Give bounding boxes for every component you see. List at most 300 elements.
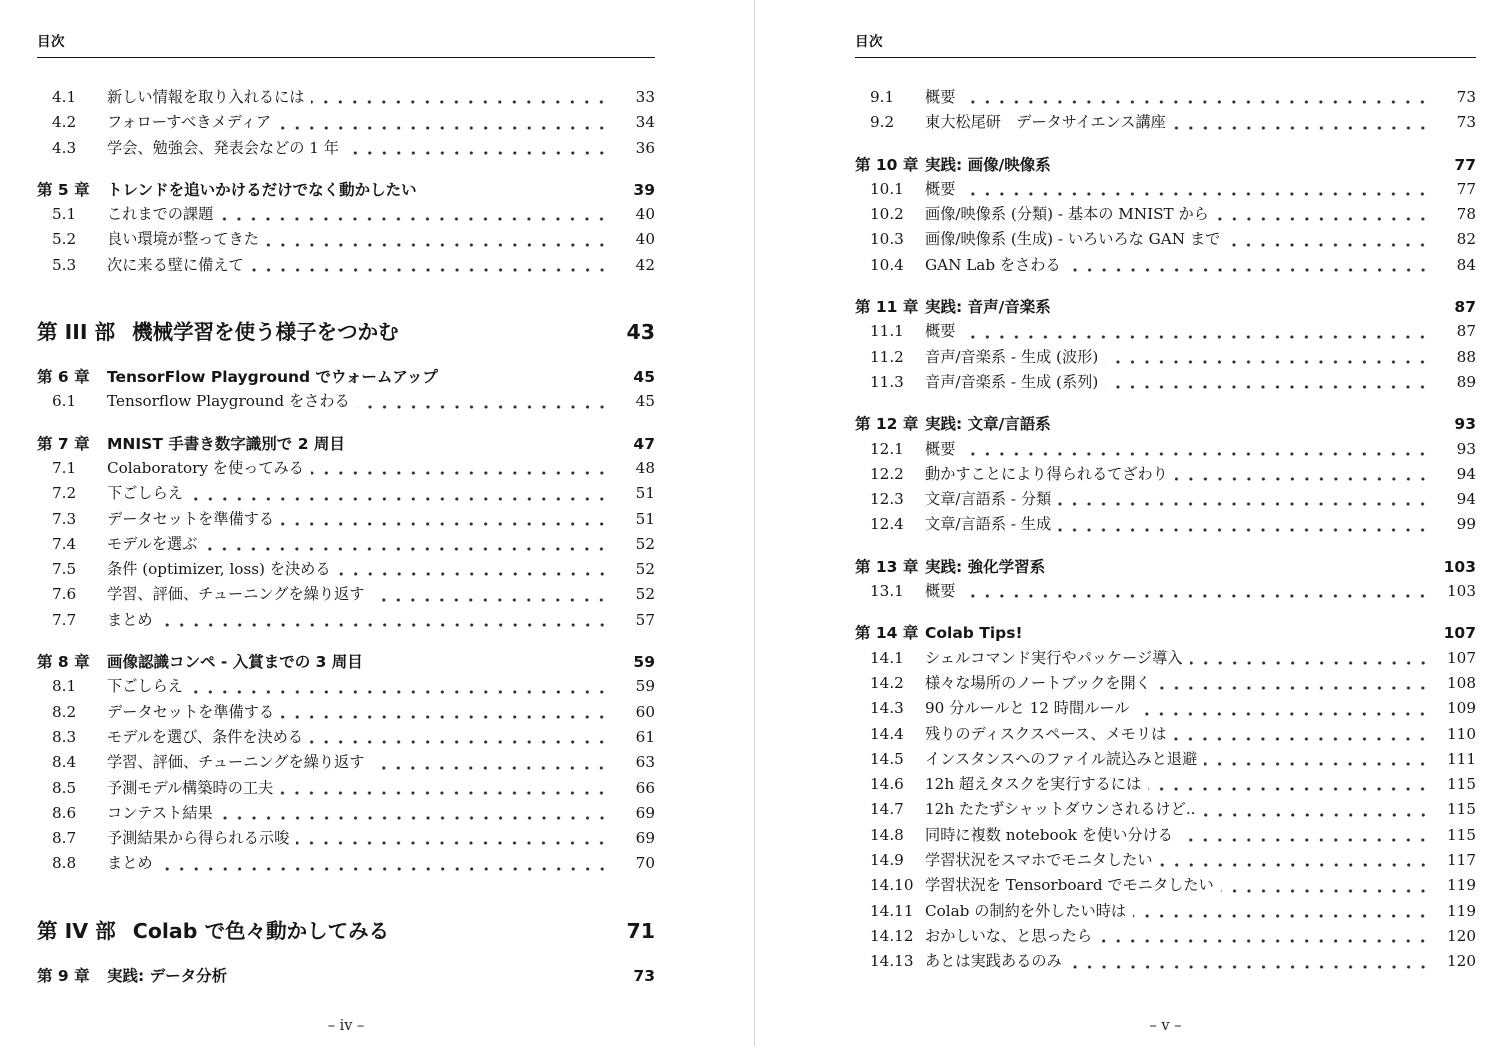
entry-page-number: 94 xyxy=(1456,464,1476,483)
entry-number: 第 14 章 xyxy=(855,624,919,643)
entry-title: 音声/音楽系 - 生成 (波形) xyxy=(925,347,1099,366)
leader-dots xyxy=(371,751,612,776)
leader-dots xyxy=(281,508,612,533)
entry-page-number: 120 xyxy=(1447,952,1476,971)
entry-title: Colab で色々動かしてみる xyxy=(132,918,390,943)
entry-title: 実践: 画像/映像系 xyxy=(925,155,1051,174)
entry-number: 第 10 章 xyxy=(855,155,919,174)
toc-entry xyxy=(855,346,1476,371)
toc-entry xyxy=(855,773,1476,798)
entry-number: 4.2 xyxy=(52,113,77,132)
entry-number: 8.1 xyxy=(52,677,77,696)
entry-page-number: 43 xyxy=(626,320,655,345)
entry-title: 概要 xyxy=(925,88,956,106)
leader-dots xyxy=(160,609,612,634)
entry-page-number: 103 xyxy=(1447,582,1476,601)
toc-entry xyxy=(855,371,1476,396)
toc-entry xyxy=(37,583,655,608)
entry-number: 14.10 xyxy=(870,876,914,895)
toc-entry xyxy=(855,647,1476,672)
entry-page-number: 94 xyxy=(1456,490,1476,509)
leader-dots xyxy=(962,320,1433,345)
entry-page-number: 52 xyxy=(635,560,655,579)
entry-number: 12.1 xyxy=(870,439,904,458)
entry-page-number: 39 xyxy=(633,180,655,199)
leader-dots xyxy=(962,178,1433,203)
toc-page-right xyxy=(755,0,1500,1046)
entry-title: あとは実践あるのみ xyxy=(925,952,1062,971)
entry-title: モデルを選び、条件を決める xyxy=(107,727,304,746)
entry-title: おかしいな、と思ったら xyxy=(925,926,1093,945)
entry-page-number: 73 xyxy=(633,966,655,985)
toc-entry xyxy=(855,925,1476,950)
entry-number: 8.5 xyxy=(52,778,77,797)
leader-dots xyxy=(220,203,612,228)
entry-number: 10.1 xyxy=(870,179,904,198)
entry-number: 10.2 xyxy=(870,205,904,224)
entry-number: 7.6 xyxy=(52,585,77,604)
toc-entry xyxy=(37,533,655,558)
toc-entries-left xyxy=(37,86,655,989)
leader-dots xyxy=(406,315,612,349)
entry-title: 概要 xyxy=(925,439,956,458)
entry-title: まとめ xyxy=(107,610,153,629)
page-header-title: 目次 xyxy=(855,34,883,50)
toc-entries-right xyxy=(855,86,1476,976)
toc-entry xyxy=(37,914,655,948)
toc-entry xyxy=(855,950,1476,975)
entry-title: 概要 xyxy=(925,322,956,341)
entry-page-number: 63 xyxy=(635,753,655,772)
entry-title: 画像/映像系 (生成) - いろいろな GAN まで xyxy=(925,230,1221,249)
entry-page-number: 60 xyxy=(635,702,655,721)
entry-page-number: 51 xyxy=(635,484,655,503)
leader-dots xyxy=(1058,513,1433,538)
entry-title: 学習状況を Tensorboard でモニタしたい xyxy=(925,876,1214,895)
toc-entry xyxy=(37,457,655,482)
leader-dots xyxy=(1175,463,1433,488)
entry-title: モデルを選ぶ xyxy=(107,534,198,553)
entry-page-number: 93 xyxy=(1456,439,1476,458)
leader-dots xyxy=(962,580,1433,605)
entry-page-number: 93 xyxy=(1454,415,1476,434)
toc-entry xyxy=(855,111,1476,136)
entry-number: 11.3 xyxy=(870,372,904,391)
leader-dots xyxy=(1173,111,1433,136)
toc-entry xyxy=(37,137,655,162)
entry-title: 予測モデル構築時の工夫 xyxy=(107,778,274,797)
entry-number: 14.6 xyxy=(870,775,904,794)
entry-page-number: 88 xyxy=(1456,347,1476,366)
toc-entry xyxy=(37,482,655,507)
leader-dots xyxy=(278,111,612,136)
page-header xyxy=(37,30,655,58)
entry-title: 機械学習を使う様子をつかむ xyxy=(132,320,399,345)
toc-entry xyxy=(855,748,1476,773)
entry-page-number: 66 xyxy=(635,778,655,797)
toc-entry xyxy=(37,701,655,726)
leader-dots xyxy=(1133,900,1433,925)
entry-number: 第 7 章 xyxy=(37,434,90,453)
entry-title: Colaboratory を使ってみる xyxy=(107,458,304,477)
entry-title: 文章/言語系 - 生成 xyxy=(925,515,1052,534)
entry-title: これまでの課題 xyxy=(107,205,214,224)
entry-title: 下ごしらえ xyxy=(107,677,183,696)
toc-entry xyxy=(855,438,1476,463)
entry-number: 12.3 xyxy=(870,490,904,509)
leader-dots xyxy=(1105,371,1433,396)
entry-number: 14.12 xyxy=(870,926,914,945)
entry-number: 6.1 xyxy=(52,392,77,411)
leader-dots xyxy=(445,365,612,390)
leader-dots xyxy=(1052,555,1433,580)
entry-title: 12h たたずシャットダウンされるけど.. xyxy=(925,800,1196,819)
entry-title: 実践: データ分析 xyxy=(107,966,228,985)
entry-page-number: 71 xyxy=(626,918,655,943)
leader-dots xyxy=(281,701,612,726)
page-footer-right: – v – xyxy=(1149,1018,1182,1034)
entry-page-number: 82 xyxy=(1456,230,1476,249)
entry-page-number: 69 xyxy=(635,803,655,822)
entry-number: 第 11 章 xyxy=(855,298,919,317)
entry-page-number: 48 xyxy=(635,458,655,477)
entry-number: 14.9 xyxy=(870,851,904,870)
toc-entry xyxy=(855,488,1476,513)
entry-page-number: 36 xyxy=(635,138,655,157)
toc-entry xyxy=(37,777,655,802)
entry-number: 7.1 xyxy=(52,458,77,477)
entry-page-number: 111 xyxy=(1447,749,1476,768)
entry-number: 7.2 xyxy=(52,484,77,503)
entry-number: 5.2 xyxy=(52,230,77,249)
entry-page-number: 57 xyxy=(635,610,655,629)
entry-number: 8.6 xyxy=(52,803,77,822)
entry-page-number: 87 xyxy=(1454,298,1476,317)
entry-page-number: 51 xyxy=(635,509,655,528)
toc-entry xyxy=(37,751,655,776)
entry-title: 画像/映像系 (分類) - 基本の MNIST から xyxy=(925,205,1209,224)
toc-entry xyxy=(37,203,655,228)
entry-title: 東大松尾研 データサイエンス講座 xyxy=(925,113,1166,132)
entry-page-number: 77 xyxy=(1456,179,1476,198)
toc-entry xyxy=(855,153,1476,178)
leader-dots xyxy=(1190,647,1433,672)
toc-entry xyxy=(855,228,1476,253)
toc-entry xyxy=(855,723,1476,748)
entry-page-number: 77 xyxy=(1454,155,1476,174)
entry-number: 4.3 xyxy=(52,138,77,157)
entry-page-number: 103 xyxy=(1443,557,1476,576)
toc-entry xyxy=(855,412,1476,437)
entry-title: 学習、評価、チューニングを繰り返す xyxy=(107,585,365,604)
leader-dots xyxy=(338,558,612,583)
entry-number: 7.5 xyxy=(52,560,77,579)
leader-dots xyxy=(962,438,1433,463)
entry-page-number: 115 xyxy=(1447,775,1476,794)
toc-entry xyxy=(37,111,655,136)
toc-entry xyxy=(37,315,655,349)
entry-title: 学会、勉強会、発表会などの 1 年 xyxy=(107,138,339,157)
entry-page-number: 59 xyxy=(635,677,655,696)
entry-number: 10.3 xyxy=(870,230,904,249)
entry-page-number: 119 xyxy=(1447,901,1476,920)
leader-dots xyxy=(962,86,1433,111)
leader-dots xyxy=(1058,488,1433,513)
entry-page-number: 115 xyxy=(1447,800,1476,819)
leader-dots xyxy=(1221,874,1433,899)
entry-page-number: 120 xyxy=(1447,926,1476,945)
entry-number: 第 12 章 xyxy=(855,415,919,434)
entry-title: 同時に複数 notebook を使い分ける xyxy=(925,825,1173,844)
entry-title: 実践: 音声/音楽系 xyxy=(925,298,1051,317)
leader-dots xyxy=(1058,412,1433,437)
leader-dots xyxy=(266,228,612,253)
entry-number: 14.4 xyxy=(870,724,904,743)
leader-dots xyxy=(1058,153,1433,178)
entry-page-number: 119 xyxy=(1447,876,1476,895)
entry-title: Colab の制約を外したい時は xyxy=(925,901,1127,920)
toc-entry xyxy=(855,580,1476,605)
leader-dots xyxy=(1148,773,1433,798)
entry-page-number: 59 xyxy=(633,653,655,672)
leader-dots xyxy=(346,137,612,162)
entry-title: 概要 xyxy=(925,179,956,198)
toc-entry xyxy=(855,203,1476,228)
leader-dots xyxy=(280,777,612,802)
entry-title: 条件 (optimizer, loss) を決める xyxy=(107,560,331,579)
entry-page-number: 107 xyxy=(1443,624,1476,643)
entry-page-number: 47 xyxy=(633,434,655,453)
entry-number: 9.1 xyxy=(870,88,895,106)
entry-title: まとめ xyxy=(107,854,153,873)
toc-entry xyxy=(855,254,1476,279)
leader-dots xyxy=(220,802,612,827)
entry-page-number: 61 xyxy=(635,727,655,746)
entry-title: 様々な場所のノートブックを開く xyxy=(925,673,1151,692)
toc-entry xyxy=(37,726,655,751)
entry-page-number: 42 xyxy=(635,255,655,274)
leader-dots xyxy=(1030,621,1433,646)
entry-number: 第 6 章 xyxy=(37,368,90,387)
leader-dots xyxy=(310,726,612,751)
leader-dots xyxy=(251,254,612,279)
leader-dots xyxy=(1069,950,1433,975)
leader-dots xyxy=(357,390,612,415)
entry-page-number: 34 xyxy=(635,113,655,132)
toc-entry xyxy=(37,827,655,852)
leader-dots xyxy=(311,457,612,482)
toc-entry xyxy=(855,463,1476,488)
entry-number: 12.4 xyxy=(870,515,904,534)
entry-number: 11.1 xyxy=(870,322,904,341)
entry-title: インスタンスへのファイル読込みと退避 xyxy=(925,749,1198,768)
entry-page-number: 87 xyxy=(1456,322,1476,341)
entry-page-number: 108 xyxy=(1447,673,1476,692)
leader-dots xyxy=(1216,203,1433,228)
entry-title: MNIST 手書き数字識別で 2 周目 xyxy=(107,434,345,453)
entry-title: Colab Tips! xyxy=(925,624,1023,643)
entry-title: 下ごしらえ xyxy=(107,484,183,503)
toc-entry xyxy=(37,86,655,111)
entry-page-number: 117 xyxy=(1447,851,1476,870)
toc-entry xyxy=(855,513,1476,538)
toc-entry xyxy=(855,178,1476,203)
entry-number: 8.2 xyxy=(52,702,77,721)
entry-number: 第 13 章 xyxy=(855,557,919,576)
entry-number: 第 IV 部 xyxy=(37,918,116,943)
leader-dots xyxy=(1203,798,1434,823)
entry-number: 14.8 xyxy=(870,825,904,844)
entry-number: 10.4 xyxy=(870,255,904,274)
toc-entry xyxy=(855,874,1476,899)
entry-number: 8.8 xyxy=(52,854,77,873)
toc-entry xyxy=(37,609,655,634)
toc-entry xyxy=(37,390,655,415)
leader-dots xyxy=(160,852,612,877)
entry-title: 音声/音楽系 - 生成 (系列) xyxy=(925,372,1099,391)
leader-dots xyxy=(352,432,612,457)
entry-number: 14.3 xyxy=(870,699,904,718)
toc-entry xyxy=(855,86,1476,111)
entry-number: 第 III 部 xyxy=(37,320,116,345)
entry-title: 概要 xyxy=(925,582,956,601)
entry-page-number: 70 xyxy=(635,854,655,873)
toc-entry xyxy=(37,508,655,533)
leader-dots xyxy=(424,178,612,203)
toc-entry xyxy=(855,672,1476,697)
leader-dots xyxy=(1158,672,1433,697)
entry-title: シェルコマンド実行やパッケージ導入 xyxy=(925,648,1183,667)
entry-title: 残りのディスクスペース、メモリは xyxy=(925,724,1167,743)
entry-number: 12.2 xyxy=(870,464,904,483)
toc-entry xyxy=(37,558,655,583)
toc-entry xyxy=(855,320,1476,345)
entry-title: TensorFlow Playground でウォームアップ xyxy=(107,368,438,387)
entry-title: Tensorflow Playground をさわる xyxy=(107,392,350,411)
toc-entry xyxy=(855,849,1476,874)
entry-number: 9.2 xyxy=(870,113,895,132)
entry-number: 第 9 章 xyxy=(37,966,90,985)
toc-entry xyxy=(37,254,655,279)
leader-dots xyxy=(1099,925,1433,950)
entry-title: 動かすことにより得られるてざわり xyxy=(925,464,1168,483)
entry-title: データセットを準備する xyxy=(107,509,275,528)
toc-entry xyxy=(37,964,655,989)
page-footer-left: – iv – xyxy=(327,1018,365,1034)
entry-title: 90 分ルールと 12 時間ルール xyxy=(925,699,1130,718)
entry-number: 14.7 xyxy=(870,800,904,819)
entry-page-number: 69 xyxy=(635,829,655,848)
entry-number: 14.1 xyxy=(870,648,904,667)
entry-page-number: 110 xyxy=(1447,724,1476,743)
entry-page-number: 109 xyxy=(1447,699,1476,718)
leader-dots xyxy=(1058,295,1433,320)
entry-page-number: 73 xyxy=(1456,113,1476,132)
entry-title: 実践: 強化学習系 xyxy=(925,557,1046,576)
entry-title: 文章/言語系 - 分類 xyxy=(925,490,1052,509)
leader-dots xyxy=(1173,723,1433,748)
entry-number: 14.11 xyxy=(870,901,914,920)
entry-page-number: 45 xyxy=(635,392,655,411)
leader-dots xyxy=(1160,849,1433,874)
toc-entry xyxy=(855,697,1476,722)
entry-page-number: 99 xyxy=(1456,515,1476,534)
leader-dots xyxy=(190,482,612,507)
entry-number: 7.7 xyxy=(52,610,77,629)
entry-title: 学習状況をスマホでモニタしたい xyxy=(925,851,1153,870)
page-header-title: 目次 xyxy=(37,34,65,50)
leader-dots xyxy=(311,86,612,111)
entry-number: 8.4 xyxy=(52,753,77,772)
entry-number: 7.3 xyxy=(52,509,77,528)
entry-page-number: 84 xyxy=(1456,255,1476,274)
leader-dots xyxy=(396,914,612,948)
toc-entry xyxy=(37,178,655,203)
entry-title: 良い環境が整ってきた xyxy=(107,230,259,249)
entry-page-number: 45 xyxy=(633,368,655,387)
leader-dots xyxy=(1204,748,1433,773)
toc-entry xyxy=(855,621,1476,646)
leader-dots xyxy=(190,675,612,700)
leader-dots xyxy=(1227,228,1433,253)
entry-number: 14.5 xyxy=(870,749,904,768)
toc-entry xyxy=(37,802,655,827)
entry-title: 新しい情報を取り入れるには xyxy=(107,88,305,106)
entry-title: 12h 超えタスクを実行するには xyxy=(925,775,1142,794)
entry-page-number: 73 xyxy=(1456,88,1476,106)
leader-dots xyxy=(1180,824,1433,849)
toc-entry xyxy=(855,900,1476,925)
entry-page-number: 89 xyxy=(1456,372,1476,391)
leader-dots xyxy=(234,964,612,989)
toc-entry xyxy=(37,852,655,877)
entry-number: 7.4 xyxy=(52,534,77,553)
entry-number: 8.3 xyxy=(52,727,77,746)
entry-title: GAN Lab をさわる xyxy=(925,255,1061,274)
toc-entry xyxy=(855,798,1476,823)
leader-dots xyxy=(1136,697,1433,722)
toc-entry xyxy=(37,365,655,390)
toc-entry xyxy=(855,295,1476,320)
entry-page-number: 52 xyxy=(635,585,655,604)
entry-number: 13.1 xyxy=(870,582,904,601)
leader-dots xyxy=(204,533,612,558)
entry-page-number: 40 xyxy=(635,230,655,249)
entry-page-number: 33 xyxy=(635,88,655,106)
entry-title: 学習、評価、チューニングを繰り返す xyxy=(107,753,365,772)
toc-entry xyxy=(37,650,655,675)
leader-dots xyxy=(1068,254,1433,279)
entry-number: 第 5 章 xyxy=(37,180,90,199)
entry-title: 予測結果から得られる示唆 xyxy=(107,829,290,848)
toc-entry xyxy=(37,675,655,700)
leader-dots xyxy=(371,583,612,608)
entry-title: コンテスト結果 xyxy=(107,803,213,822)
entry-number: 8.7 xyxy=(52,829,77,848)
entry-title: データセットを準備する xyxy=(107,702,275,721)
entry-title: フォローすべきメディア xyxy=(107,113,272,132)
toc-entry xyxy=(855,555,1476,580)
entry-title: 次に来る壁に備えて xyxy=(107,255,244,274)
entry-number: 第 8 章 xyxy=(37,653,90,672)
entry-title: 実践: 文章/言語系 xyxy=(925,415,1051,434)
entry-number: 14.2 xyxy=(870,673,904,692)
entry-page-number: 115 xyxy=(1447,825,1476,844)
entry-page-number: 40 xyxy=(635,205,655,224)
entry-number: 5.3 xyxy=(52,255,77,274)
entry-page-number: 107 xyxy=(1447,648,1476,667)
toc-entry xyxy=(37,432,655,457)
